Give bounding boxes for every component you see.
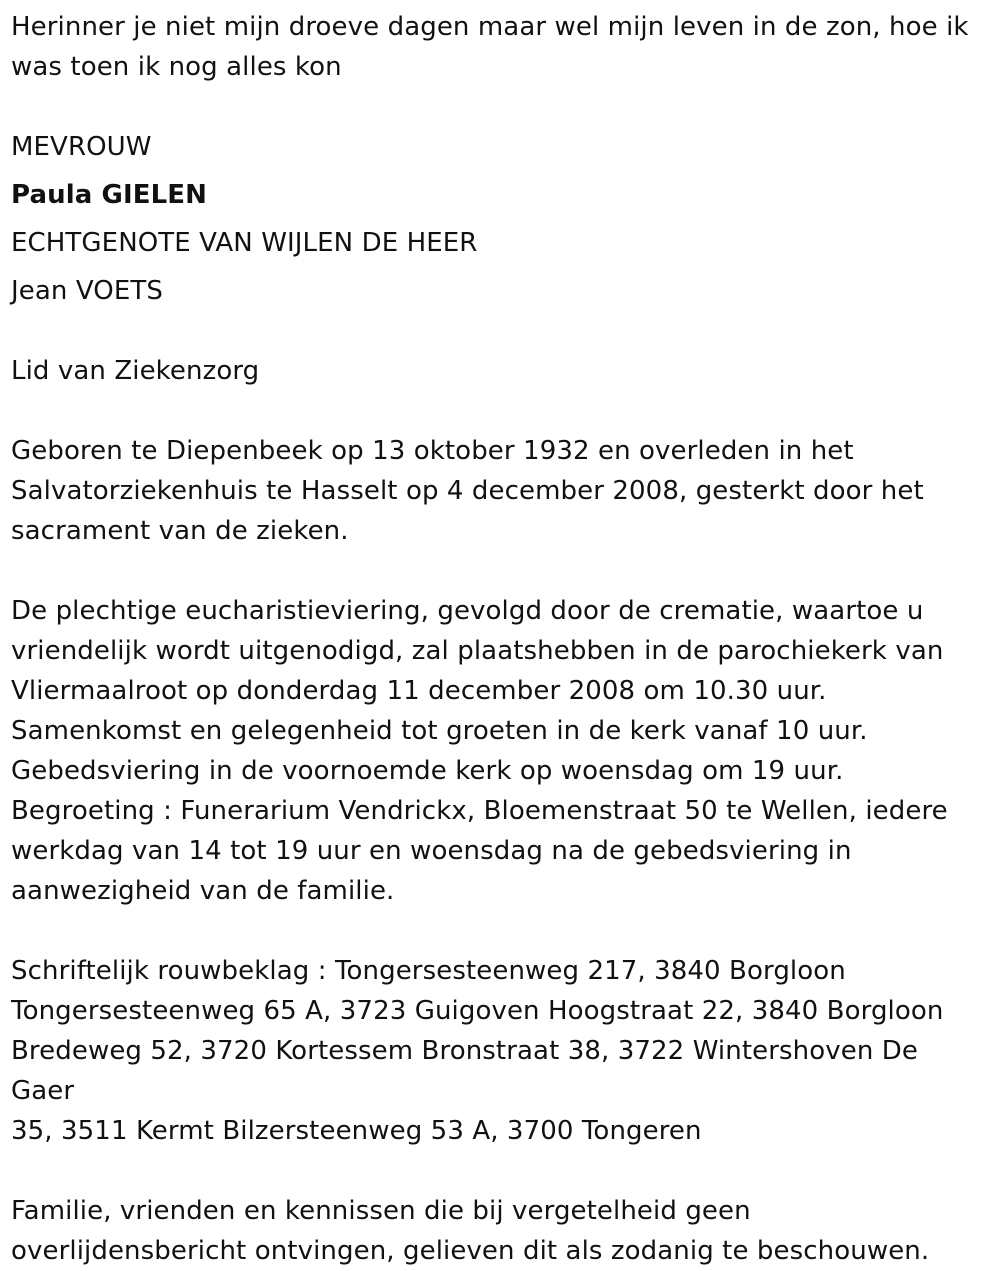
birth-death-line: Geboren te Diepenbeek op 13 oktober 1932 en overleden in het — [11, 436, 854, 466]
ceremony-line: Vliermaalroot op donderdag 11 december 2008 om 10.30 uur. — [11, 676, 827, 706]
condolences-paragraph — [11, 951, 988, 1151]
birth-death-line: sacrament van de zieken. — [11, 516, 349, 546]
ceremony-line: De plechtige eucharistieviering, gevolgd door de crematie, waartoe u — [11, 596, 924, 626]
ceremony-line: Begroeting : Funerarium Vendrickx, Bloemenstraat 50 te Wellen, iedere — [11, 796, 948, 826]
membership-line: Lid van Ziekenzorg — [11, 356, 260, 386]
condolences-line: 35, 3511 Kermt Bilzersteenweg 53 A, 3700 Tongeren — [11, 1116, 702, 1146]
ceremony-line: Samenkomst en gelegenheid tot groeten in de kerk vanaf 10 uur. — [11, 716, 868, 746]
ceremony-line: vriendelijk wordt uitgenodigd, zal plaatshebben in de parochiekerk van — [11, 636, 944, 666]
title-line: MEVROUW — [11, 132, 152, 162]
closing-line: Familie, vrienden en kennissen die bij vergetelheid geen — [11, 1196, 751, 1226]
condolences-line: Tongersesteenweg 65 A, 3723 Guigoven Hoogstraat 22, 3840 Borgloon — [11, 996, 944, 1026]
closing-line: overlijdensbericht ontvingen, gelieven dit als zodanig te beschouwen. — [11, 1236, 930, 1266]
spouse-relation: ECHTGENOTE VAN WIJLEN DE HEER — [11, 228, 478, 258]
condolences-line: Bredeweg 52, 3720 Kortessem Bronstraat 38, 3722 Wintershoven De Gaer — [11, 1036, 918, 1106]
spouse-name: Jean VOETS — [11, 276, 163, 306]
ceremony-line: werkdag van 14 tot 19 uur en woensdag na de gebedsviering in — [11, 836, 852, 866]
epigraph — [11, 7, 988, 87]
ceremony-paragraph — [11, 591, 988, 911]
birth-death-line: Salvatorziekenhuis te Hasselt op 4 december 2008, gesterkt door het — [11, 476, 924, 506]
condolences-line: Schriftelijk rouwbeklag : Tongersesteenweg 217, 3840 Borgloon — [11, 956, 846, 986]
deceased-name: Paula GIELEN — [11, 180, 207, 210]
epigraph-line: was toen ik nog alles kon — [11, 52, 342, 82]
birth-death-paragraph — [11, 431, 988, 551]
epigraph-line: Herinner je niet mijn droeve dagen maar wel mijn leven in de zon, hoe ik — [11, 12, 969, 42]
closing-paragraph — [11, 1191, 988, 1271]
ceremony-line: Gebedsviering in de voornoemde kerk op woensdag om 19 uur. — [11, 756, 844, 786]
ceremony-line: aanwezigheid van de familie. — [11, 876, 395, 906]
